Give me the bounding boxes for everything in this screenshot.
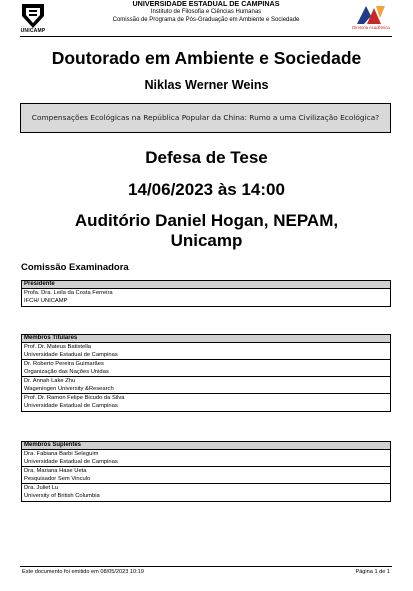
committee-member-row <box>22 377 390 394</box>
header-institution-block <box>60 0 352 24</box>
commission-name: Comissão de Programa de Pós-Graduação em Ambiente e Sociedade <box>112 17 300 23</box>
member-name: Dr. Roberto Pereira Guimarães <box>24 361 104 367</box>
member-name: Dra. Fabiana Barbi Seleguim <box>24 451 99 457</box>
suplentes-section <box>21 441 391 502</box>
thesis-title: Compensações Ecológicas na República Popular da China: Rumo a uma Civilização Ecológica? <box>31 113 380 123</box>
diretoria-academica-text: Diretoria Acadêmica <box>352 25 390 30</box>
section-heading-president: Presidente <box>22 281 390 289</box>
section-heading-titulares: Membros Titulares <box>22 335 390 343</box>
member-name: Dra. Mariana Hase Ueta <box>24 468 87 474</box>
committee-member-row <box>22 394 390 411</box>
member-institution: Pesquisador Sem Vinculo <box>24 475 91 482</box>
member-institution: IFCH/ UNICAMP <box>24 297 68 304</box>
committee-member-row <box>22 289 390 306</box>
candidate-name: Niklas Werner Weins <box>144 78 269 92</box>
committee-member-row <box>22 450 390 467</box>
document-header <box>0 0 413 40</box>
institute-name: Instituto de Filosofia e Ciências Humanas <box>150 9 262 15</box>
defense-venue: Auditório Daniel Hogan, NEPAM, Unicamp <box>74 211 339 250</box>
member-name: Prof. Dr. Ramon Felipe Bicudo da Silva <box>24 395 125 401</box>
member-institution: Universidade Estadual de Campinas <box>24 351 118 358</box>
defense-label: Defesa de Tese <box>145 148 268 167</box>
member-institution: Organização das Nações Unidas <box>24 368 109 375</box>
committee-member-row <box>22 467 390 484</box>
member-name: Dr. Annah Lake Zhu <box>24 378 76 384</box>
defense-datetime: 14/06/2023 às 14:00 <box>128 180 285 199</box>
footer-divider <box>20 566 392 567</box>
footer-page-number: Página 1 de 1 <box>355 569 390 575</box>
titulares-section <box>21 334 391 412</box>
section-heading-suplentes: Membros Suplentes <box>22 442 390 450</box>
committee-member-row <box>22 360 390 377</box>
unicamp-logo-text: UNICAMP <box>20 28 46 34</box>
committee-heading: Comissão Examinadora <box>21 262 129 273</box>
member-institution: Universidade Estadual de Campinas <box>24 458 118 465</box>
member-name: Profa. Dra. Leila da Costa Ferreira <box>24 290 113 296</box>
thesis-title-box <box>20 103 391 133</box>
header-divider <box>20 36 392 37</box>
member-institution: University of British Columbia <box>24 492 100 499</box>
committee-member-row <box>22 484 390 501</box>
university-name: UNIVERSIDADE ESTADUAL DE CAMPINAS <box>132 0 280 8</box>
footer-issued-note: Este documento foi emitido em 08/05/2023 10:19 <box>22 569 144 575</box>
member-name: Prof. Dr. Mateus Batistella <box>24 344 92 350</box>
member-institution: Wageningen University &Research <box>24 385 114 392</box>
member-institution: Universidade Estadual de Campinas <box>24 402 118 409</box>
member-name: Dra. Juliet Lu <box>24 485 59 491</box>
committee-member-row <box>22 343 390 360</box>
program-title: Doutorado em Ambiente e Sociedade <box>51 48 362 68</box>
president-section <box>21 280 391 307</box>
